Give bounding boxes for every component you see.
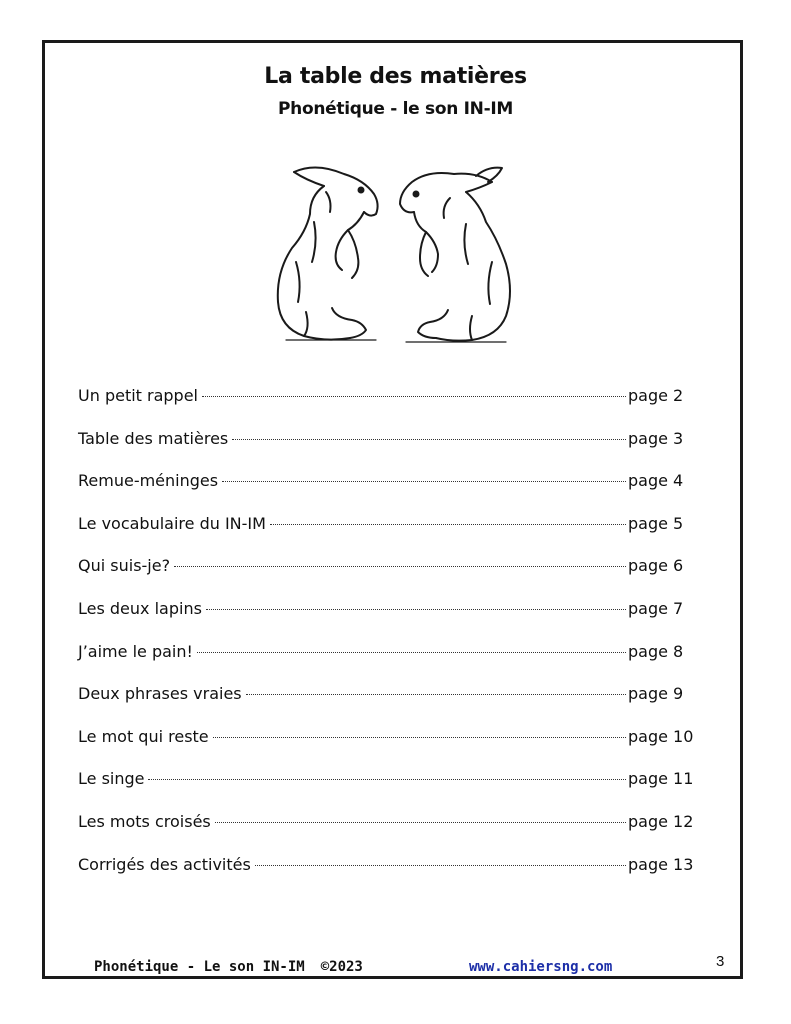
toc-item: [78, 514, 718, 557]
toc-item-page: page 3: [628, 428, 684, 448]
toc-item-page: page 7: [628, 598, 684, 618]
footer-title: [94, 959, 363, 975]
toc-item-label: Table des matières: [78, 428, 229, 448]
toc-item-page: page 5: [628, 513, 684, 533]
toc-item-page: page 12: [628, 811, 694, 831]
table-of-contents: [78, 386, 718, 897]
toc-item: [78, 855, 718, 898]
toc-item-label: Remue-méninges: [78, 471, 219, 491]
toc-item-page: page 9: [628, 684, 684, 704]
toc-item: [78, 556, 718, 599]
toc-item-label: Qui suis-je?: [78, 556, 171, 576]
toc-dot-leader: [206, 609, 626, 610]
toc-dot-leader: [213, 737, 626, 738]
page-title: La table des matières: [264, 64, 527, 89]
toc-dot-leader: [202, 396, 626, 397]
toc-item-label: Le singe: [78, 769, 145, 789]
toc-item-label: Les mots croisés: [78, 811, 211, 831]
footer-website-link[interactable]: www.cahiersng.com: [469, 959, 613, 975]
toc-dot-leader: [222, 481, 626, 482]
toc-item-page: page 13: [628, 854, 694, 874]
toc-dot-leader: [197, 652, 626, 653]
toc-item: [78, 386, 718, 429]
toc-dot-leader: [215, 822, 626, 823]
toc-item: [78, 812, 718, 855]
toc-item: [78, 642, 718, 685]
toc-dot-leader: [174, 566, 626, 567]
toc-item-page: page 4: [628, 471, 684, 491]
toc-item: [78, 684, 718, 727]
toc-item: [78, 599, 718, 642]
toc-item-page: page 8: [628, 641, 684, 661]
two-rabbits-illustration: [266, 152, 526, 352]
page-subtitle: Phonétique - le son IN-IM: [278, 99, 513, 119]
toc-item-page: page 11: [628, 769, 694, 789]
toc-dot-leader: [232, 439, 626, 440]
toc-item-page: page 10: [628, 726, 694, 746]
toc-item: [78, 429, 718, 472]
toc-item-page: page 2: [628, 386, 684, 405]
toc-item: [78, 727, 718, 770]
toc-item-label: Le mot qui reste: [78, 726, 209, 746]
page-number: 3: [716, 953, 725, 970]
toc-item: [78, 769, 718, 812]
left-rabbit-drawing: [278, 167, 378, 339]
toc-dot-leader: [255, 865, 626, 866]
toc-item-label: J’aime le pain!: [78, 641, 193, 661]
toc-item-label: Un petit rappel: [78, 386, 198, 405]
toc-item: [78, 471, 718, 514]
toc-item-page: page 6: [628, 556, 684, 576]
toc-item-label: Le vocabulaire du IN-IM: [78, 513, 266, 533]
toc-item-label: Les deux lapins: [78, 598, 202, 618]
toc-dot-leader: [270, 524, 626, 525]
right-rabbit-drawing: [400, 168, 510, 341]
toc-dot-leader: [246, 694, 626, 695]
footer-title-text: Phonétique - Le son IN-IM: [94, 959, 305, 975]
toc-dot-leader: [148, 779, 626, 780]
footer-copyright: ©2023: [320, 959, 363, 975]
toc-item-label: Corrigés des activités: [78, 854, 251, 874]
toc-item-label: Deux phrases vraies: [78, 684, 242, 704]
